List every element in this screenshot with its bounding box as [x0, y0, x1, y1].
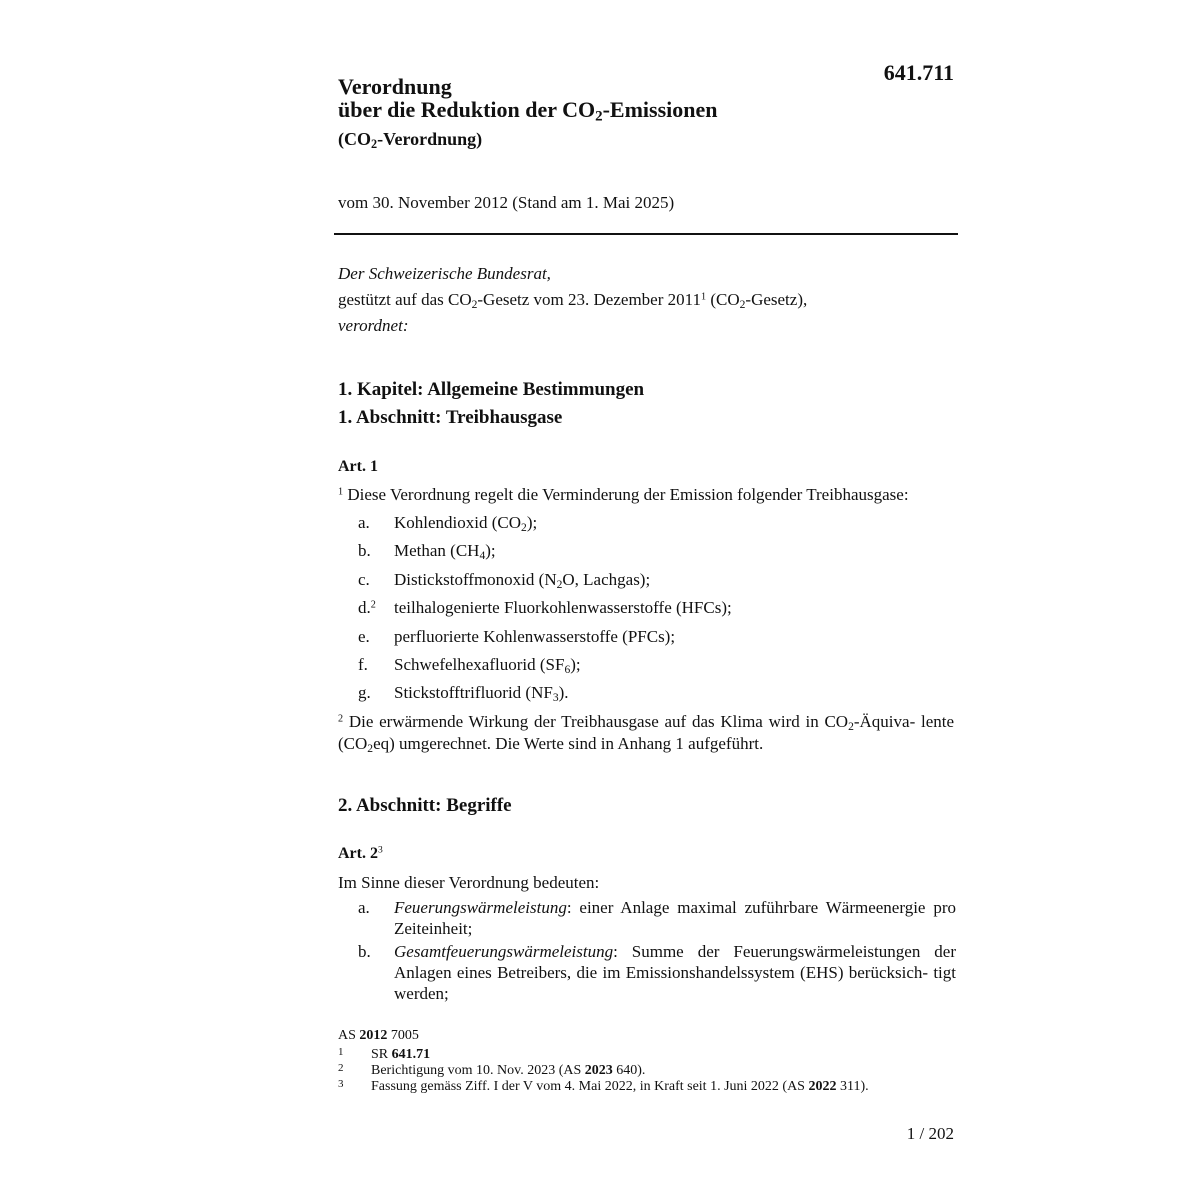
- chapter-heading: 1. Kapitel: Allgemeine Bestimmungen: [338, 379, 645, 400]
- footnote-ref-1[interactable]: 1: [701, 291, 707, 303]
- list-item: f. Schwefelhexafluorid $(SF_6)$;: [358, 655, 581, 676]
- section-heading-2: 2. Abschnitt: Begriffe: [338, 795, 512, 816]
- list-item: g. Stickstofftrifluorid $(NF_3)$.: [358, 683, 569, 704]
- footnote-1: 1 SR 641.71: [338, 1046, 431, 1062]
- article-1-heading: Art. 1: [338, 458, 378, 475]
- article-1-paragraph-1: $^1$ Diese Verordnung regelt die Verminderung der Emission folgender Treibhausgase:: [338, 485, 909, 504]
- definition-item: b. Gesamtfeuerungswärmeleistung: Summe der Feuerungswärmeleistungen der Anlagen eines Betreibers, die im Emissionshandelssystem (EHS) berücksich- tigt werden;: [358, 942, 956, 1003]
- header-divider: [334, 233, 958, 235]
- page-number: 1 / 202: [906, 1124, 954, 1143]
- list-item: c. Distickstoffmonoxid ($N_2O$, Lachgas);: [358, 570, 651, 591]
- article-2-heading: Art. $2^3$: [338, 844, 383, 862]
- footnote-3: 3 Fassung gemäss Ziff. I der V vom 4. Mai 2022, in Kraft seit 1. Juni 2022 (AS 2022 311).: [338, 1078, 869, 1094]
- article-1-paragraph-2: $^2$ Die erwärmende Wirkung der Treibhausgase auf das Klima wird in $CO_2-Äquiva-$ lente $(CO_2eq)$ umgerechnet. Die Werte sind in Anhang 1 aufgeführt.: [338, 712, 955, 755]
- list-item: d.$^2$ teilhalogenierte Fluorkohlenwasserstoffe (HFCs);: [358, 598, 732, 617]
- preamble-authority: Der Schweizerische Bundesrat,: [338, 264, 551, 283]
- article-2-intro: Im Sinne dieser Verordnung bedeuten:: [338, 873, 600, 892]
- footnote-ref-2[interactable]: 2: [370, 599, 376, 611]
- preamble-enacts: verordnet:: [338, 316, 409, 335]
- definition-term: Feuerungswärmeleistung: [394, 898, 567, 917]
- definition-item: a. Feuerungswärmeleistung: einer Anlage maximal zuführbare Wärmeenergie pro Zeiteinheit;: [358, 898, 956, 938]
- footnote-ref-3[interactable]: 3: [377, 844, 383, 856]
- list-item: a. Kohlendioxid $(CO_2)$;: [358, 513, 538, 534]
- list-item: b. Methan $(CH_4)$;: [358, 541, 496, 562]
- title-line-1: Verordnung: [338, 74, 452, 99]
- short-title: $(CO_2-Verordnung)$: [338, 129, 483, 152]
- list-item: e. perfluorierte Kohlenwasserstoffe (PFCs);: [358, 627, 676, 646]
- sr-number: 641.711: [883, 60, 954, 85]
- issue-date: vom 30. November 2012 (Stand am 1. Mai 2025): [338, 193, 675, 212]
- title-line-2: über die Reduktion der $CO_2$-Emissionen: [338, 97, 718, 125]
- definition-term: Gesamtfeuerungswärmeleistung: [394, 942, 614, 961]
- preamble-basis: gestützt auf das $CO_2$-Gesetz vom 23. Dezember 2011$^1$ $(CO_2-Gesetz)$,: [338, 290, 808, 311]
- official-compilation-ref: AS 2012 7005: [338, 1028, 419, 1043]
- section-heading-1: 1. Abschnitt: Treibhausgase: [338, 407, 563, 428]
- footnote-2: 2 Berichtigung vom 10. Nov. 2023 (AS 2023 640).: [338, 1062, 646, 1078]
